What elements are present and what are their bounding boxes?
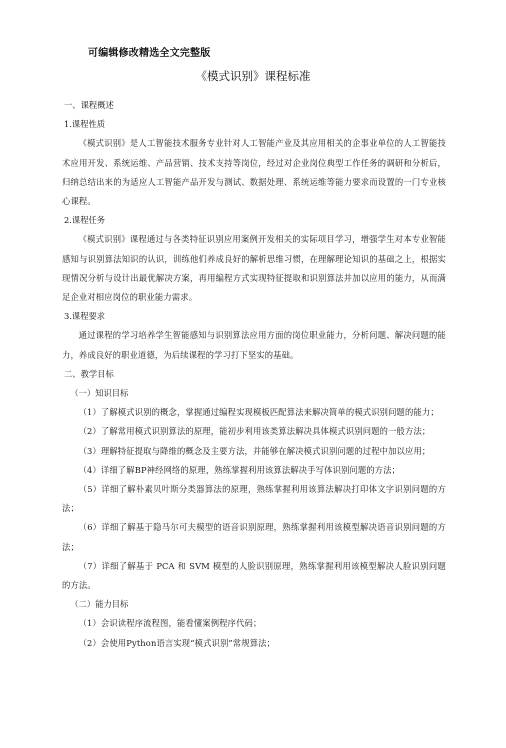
list-item: （2）了解常用模式识别算法的原理，能初步利用该类算法解决具体模式识别问题的一般方法； <box>78 426 431 437</box>
list-item: （3）理解特征提取与降维的概念及主要方法，并能够在解决模式识别问题的过程中加以应用； <box>78 445 431 456</box>
subsection-heading: （一）知识目标 <box>70 388 129 399</box>
paragraph: 《模式识别》课程通过与各类特征识别应用案例开发相关的实际项目学习，增强学生对本专业智能感知与识别算法知识的认识，训练他们养成良好的解析思维习惯，在理解理论知识的基础之上，根据实现情况分析与设计出最优解决方案，再用编程方式实现特征提取和识别算法并加以应用的能力，从而满足企业对相应岗位的职业能力需求。 <box>62 234 446 303</box>
subsection-heading: （二）能力目标 <box>70 599 129 610</box>
subsection-heading: 3.课程要求 <box>64 311 106 322</box>
section-heading: 二、教学目标 <box>64 368 114 379</box>
subsection-heading: 2.课程任务 <box>64 215 106 226</box>
document-title: 《模式识别》课程标准 <box>195 69 311 83</box>
list-item: （7）详细了解基于 PCA 和 SVM 模型的人脸识别原理，熟练掌握利用该模型解决人脸识别问题的方法。 <box>62 560 446 591</box>
paragraph: 通过课程的学习培养学生智能感知与识别算法应用方面的岗位职业能力，分析问题、解决问题的能力，养成良好的职业道德，为后续课程的学习打下坚实的基础。 <box>62 330 446 360</box>
paragraph: 《模式识别》是人工智能技术服务专业针对人工智能产业及其应用相关的企事业单位的人工智能技术应用开发、系统运维、产品营销、技术支持等岗位，经过对企业岗位典型工作任务的调研和分析后，归纳总结出来的为适应人工智能产品开发与测试、数据处理、系统运维等能力要求而设置的一门专业核心课程。 <box>62 138 446 207</box>
banner-text: 可编辑修改精选全文完整版 <box>88 48 211 59</box>
list-item: （1）会识读程序流程图，能看懂案例程序代码； <box>78 618 262 629</box>
list-item: （6）详细了解基于隐马尔可夫模型的语音识别原理，熟练掌握利用该模型解决语音识别问题的方法； <box>62 522 446 552</box>
list-item: （5）详细了解朴素贝叶斯分类器算法的原理，熟练掌握利用该算法解决打印体文字识别问题的方法； <box>62 484 446 514</box>
list-item: （4）详细了解BP神经网络的原理，熟练掌握利用该算法解决手写体识别问题的方法； <box>78 464 401 475</box>
document-body <box>62 96 446 653</box>
subsection-heading: 1.课程性质 <box>64 119 106 130</box>
list-item: （2）会使用Python语言实现“模式识别”常规算法； <box>78 637 276 648</box>
list-item: （1）了解模式识别的概念，掌握通过编程实现模板匹配算法来解决简单的模式识别问题的能力； <box>78 407 439 418</box>
section-heading: 一、课程概述 <box>64 100 114 110</box>
